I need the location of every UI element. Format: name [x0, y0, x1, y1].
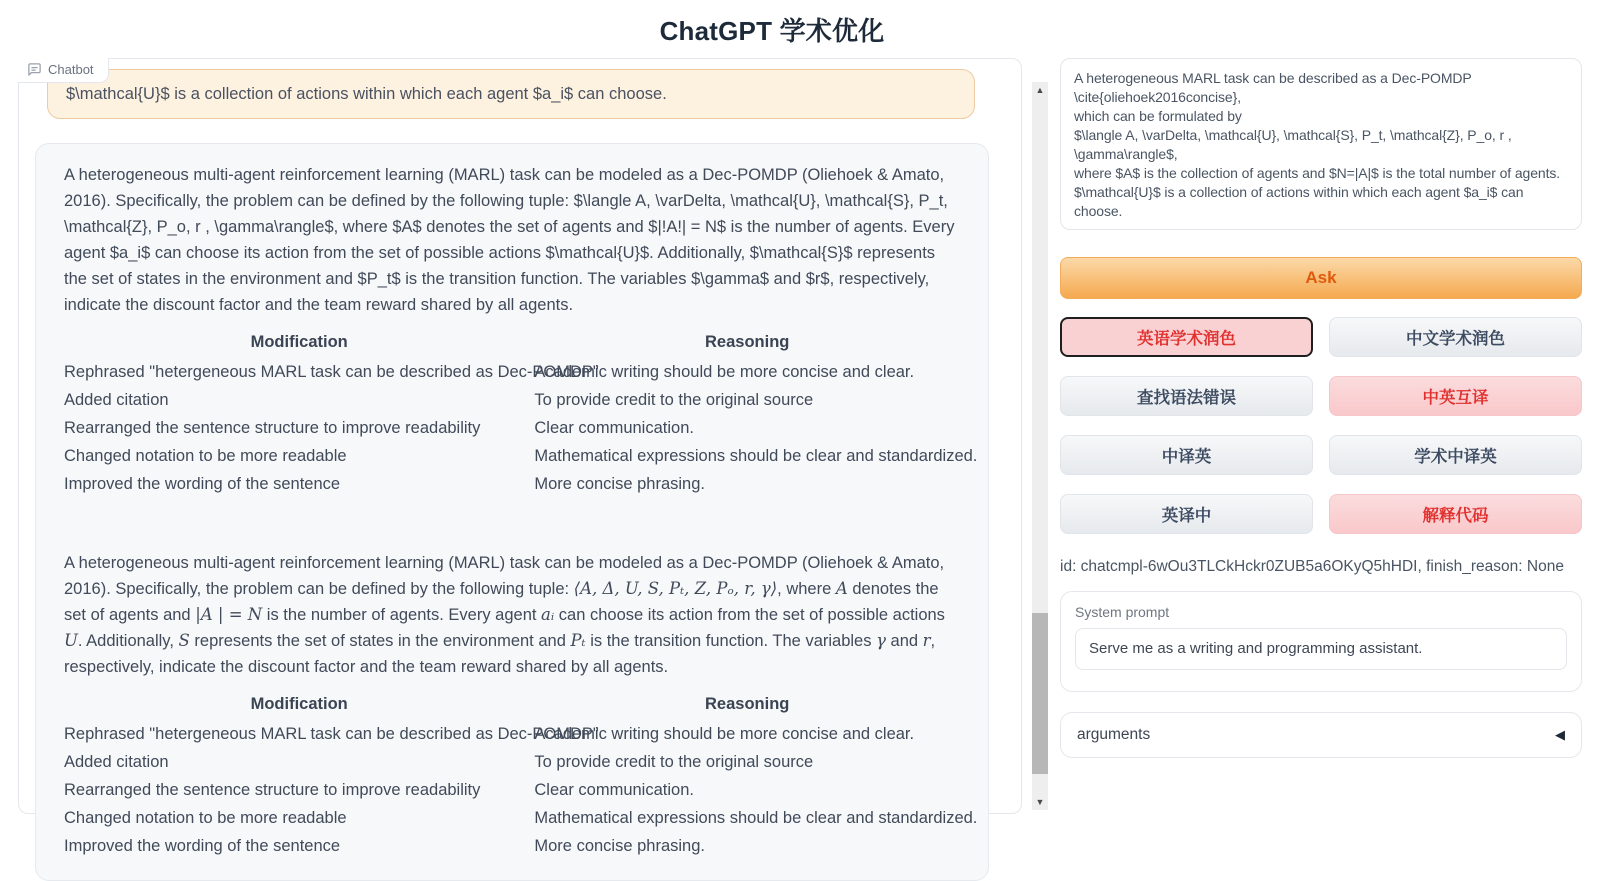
- btn-find-grammar-errors[interactable]: 查找语法错误: [1060, 376, 1313, 416]
- main-layout: [18, 58, 1580, 855]
- scrollbar-thumb[interactable]: [1032, 613, 1048, 773]
- math-expression: S: [178, 631, 190, 650]
- text-run: represents the set of states in the environment and: [189, 632, 571, 650]
- text-run: is the transition function. The variables: [585, 632, 877, 650]
- table-row: [64, 748, 960, 776]
- table-cell: Academic writing should be more concise and clear.: [534, 724, 915, 743]
- table-row: [64, 776, 960, 804]
- table-cell: Rephrased "hetergeneous MARL task can be described as Dec-POMDP": [64, 362, 599, 381]
- user-message-text: $\mathcal{U}$ is a collection of actions within which each agent $a_i$ can choose.: [66, 85, 667, 103]
- math-expression: r: [922, 631, 931, 650]
- math-expression: γ: [876, 631, 886, 650]
- math-expression: U: [64, 631, 78, 650]
- table-cell: Clear communication.: [534, 780, 694, 799]
- arguments-accordion-label: arguments: [1077, 726, 1151, 743]
- math-expression: Pₜ: [570, 631, 586, 650]
- table-header-cell: Modification: [250, 695, 348, 713]
- table-header-cell: Modification: [250, 333, 348, 351]
- system-prompt-input[interactable]: [1075, 628, 1567, 670]
- chat-message-list: [31, 83, 1009, 855]
- table-cell: To provide credit to the original source: [534, 390, 814, 409]
- table-cell: Changed notation to be more readable: [64, 808, 347, 827]
- text-run: , respectively, indicate the discount factor and the team reward shared by all agents.: [64, 632, 936, 676]
- table-cell: Rearranged the sentence structure to improve readability: [64, 418, 481, 437]
- table-cell: Clear communication.: [534, 418, 694, 437]
- table-cell: Changed notation to be more readable: [64, 446, 347, 465]
- scroll-down-icon[interactable]: ▼: [1035, 797, 1045, 807]
- arguments-accordion[interactable]: [1060, 712, 1582, 758]
- table-row: [64, 414, 960, 442]
- chat-scrollbar[interactable]: [1032, 82, 1048, 810]
- table-cell: More concise phrasing.: [534, 474, 705, 493]
- modification-table: [64, 686, 978, 860]
- function-button-grid: [1060, 317, 1582, 534]
- table-row: [64, 470, 960, 498]
- table-row: [64, 386, 960, 414]
- btn-en-to-zh[interactable]: 英译中: [1060, 494, 1313, 534]
- text-run: denotes the set of agents and: [64, 580, 939, 624]
- ask-button[interactable]: Ask: [1060, 257, 1582, 299]
- table-cell: More concise phrasing.: [534, 836, 705, 855]
- btn-chinese-academic-polish[interactable]: 中文学术润色: [1329, 317, 1582, 357]
- table-cell: Rearranged the sentence structure to improve readability: [64, 780, 481, 799]
- text-run: . Additionally,: [77, 632, 179, 650]
- right-panel: [1060, 58, 1582, 758]
- math-expression: aᵢ: [541, 605, 555, 624]
- btn-zh-en-mutual-translate[interactable]: 中英互译: [1329, 376, 1582, 416]
- text-run: can choose its action from the set of possible actions: [554, 606, 945, 624]
- user-message-bubble: [47, 69, 975, 119]
- table-cell: Mathematical expressions should be clear and standardized.: [534, 446, 978, 465]
- chatbot-icon: [27, 62, 42, 77]
- system-prompt-group: [1060, 591, 1582, 692]
- table-row: [64, 832, 960, 860]
- bot-message-bubble: [35, 143, 989, 881]
- chatbot-label-tab: [18, 58, 109, 83]
- math-expression: A: [835, 579, 848, 598]
- table-row: [64, 442, 960, 470]
- text-run: A heterogeneous multi-agent reinforcement learning (MARL) task can be modeled as a Dec-POMDP (Oliehoek & Amato, 2016). Specifically, the problem can be defined by the following tuple:: [64, 554, 945, 598]
- table-row: [64, 804, 960, 832]
- btn-zh-to-en[interactable]: 中译英: [1060, 435, 1313, 475]
- btn-academic-zh-to-en[interactable]: 学术中译英: [1329, 435, 1582, 475]
- table-cell: Added citation: [64, 390, 169, 409]
- page-title: ChatGPT 学术优化: [659, 15, 885, 46]
- bot-paragraph-raw: A heterogeneous multi-agent reinforcement learning (MARL) task can be modeled as a Dec-POMDP (Oliehoek & Amato, 2016). Specifically, the problem can be defined by the following tuple: $\langle A, \varDelta, \mathcal{U}, \mathcal{S}, P_t, \mathcal{Z}, P_o, r , \gamma\rangle$, where $A$ denotes the set of agents and $|!A!| = N$ is the number of agents. Every agent $a_i$ can choose its action from the set of possible actions $\mathcal{U}$. Additionally, $\mathcal{S}$ represents the set of states in the environment and $P_t$ is the transition function. The variables $\gamma$ and $r$, respectively, indicate the discount factor and the team reward shared by all agents.: [64, 166, 955, 314]
- status-line: id: chatcmpl-6wOu3TLCkHckr0ZUB5a6OKyQ5hHDI, finish_reason: None: [1060, 558, 1564, 575]
- text-run: , where: [777, 580, 836, 598]
- header: [18, 0, 1580, 58]
- modification-table: [64, 324, 978, 498]
- system-prompt-label: System prompt: [1075, 604, 1170, 620]
- chatbot-panel-frame: [18, 58, 1022, 855]
- btn-english-academic-polish[interactable]: 英语学术润色: [1060, 317, 1313, 357]
- table-cell: Added citation: [64, 752, 169, 771]
- chatbot-panel: [18, 58, 1022, 855]
- chatbot-label: Chatbot: [48, 62, 94, 77]
- bot-paragraph-rendered: [64, 550, 960, 680]
- accordion-collapsed-icon: ◀: [1555, 727, 1565, 742]
- table-cell: Rephrased "hetergeneous MARL task can be described as Dec-POMDP": [64, 724, 599, 743]
- table-cell: Improved the wording of the sentence: [64, 836, 341, 855]
- table-row: [64, 720, 960, 748]
- scroll-up-icon[interactable]: ▲: [1035, 85, 1045, 95]
- table-cell: To provide credit to the original source: [534, 752, 814, 771]
- table-cell: Academic writing should be more concise and clear.: [534, 362, 915, 381]
- text-run: and: [885, 632, 923, 650]
- table-row: [64, 358, 960, 386]
- input-output-textarea[interactable]: [1060, 58, 1582, 230]
- btn-explain-code[interactable]: 解释代码: [1329, 494, 1582, 534]
- table-header-cell: Reasoning: [705, 333, 790, 351]
- text-run: is the number of agents. Every agent: [262, 606, 542, 624]
- math-expression: ⟨A, Δ, U, S, Pₜ, Z, Pₒ, r, γ⟩: [573, 579, 778, 598]
- table-header-cell: Reasoning: [705, 695, 790, 713]
- table-cell: Mathematical expressions should be clear and standardized.: [534, 808, 978, 827]
- math-expression: |A | = N: [195, 605, 263, 624]
- table-cell: Improved the wording of the sentence: [64, 474, 341, 493]
